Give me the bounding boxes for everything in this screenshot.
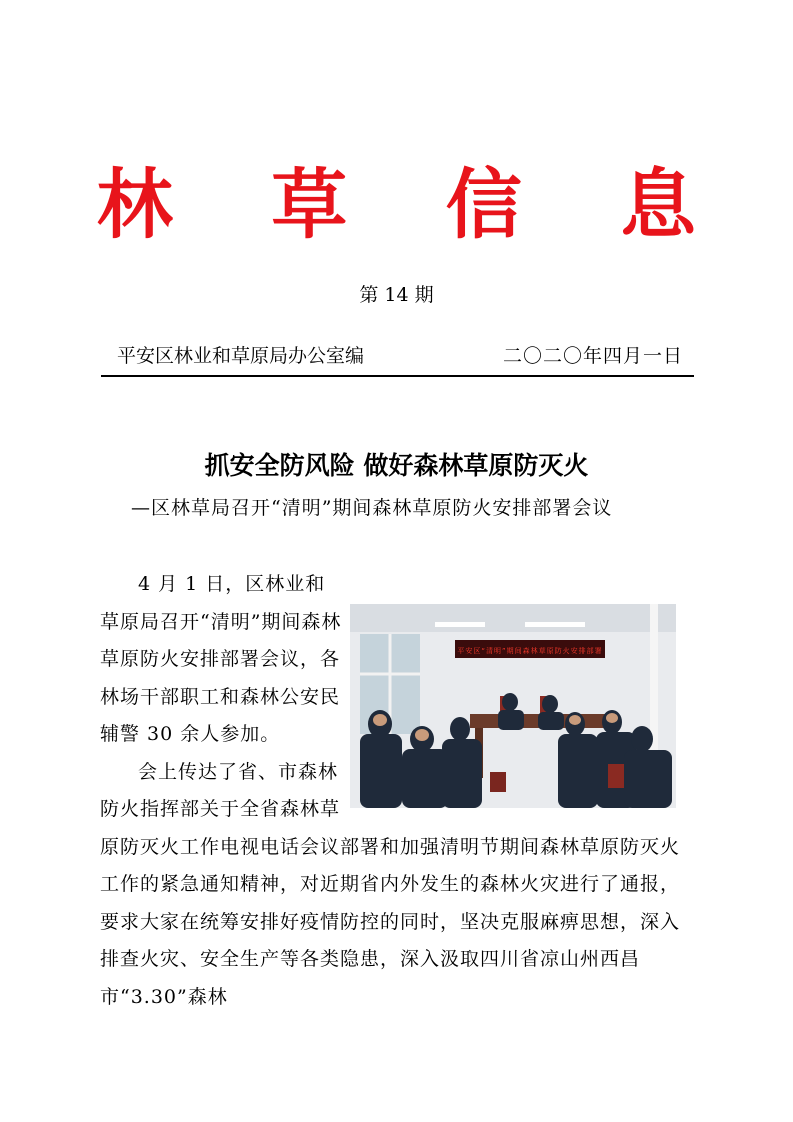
photo-banner-text: 平安区“清明”期间森林草原防火安排部署 — [457, 647, 603, 655]
meeting-photo — [350, 604, 680, 808]
article-subheadline: —区林草局召开“清明”期间森林草原防火安排部署会议 — [131, 497, 613, 519]
header-divider — [101, 375, 694, 377]
masthead-title: 林 草 信 息 — [96, 160, 733, 249]
publish-date: 二〇二〇年四月一日 — [502, 345, 683, 367]
paragraph-1: 4 月 1 日，区林业和草原局召开“清明”期间森林草原防火安排部署会议，各林场干部职工和森林公安民辅警 30 余人参加。 — [100, 573, 342, 745]
article-headline: 抓安全防风险 做好森林草原防灭火 — [204, 451, 589, 480]
article-body — [100, 566, 692, 1016]
issue-number: 第 14 期 — [359, 284, 434, 306]
editor-line: 平安区林业和草原局办公室编 — [117, 345, 365, 367]
paragraph-2: 会上传达了省、市森林防火指挥部关于全省森林草原防灭火工作电视电话会议部署和加强清明节期间森林草原防灭火工作的紧急通知精神，对近期省内外发生的森林火灾进行了通报，要求大家在统筹安排好疫情防控的同时，坚决克服麻痹思想，深入排查火灾、安全生产等各类隐患，深入汲取四川省凉山州西昌市“3.30”森林 — [100, 760, 681, 1008]
